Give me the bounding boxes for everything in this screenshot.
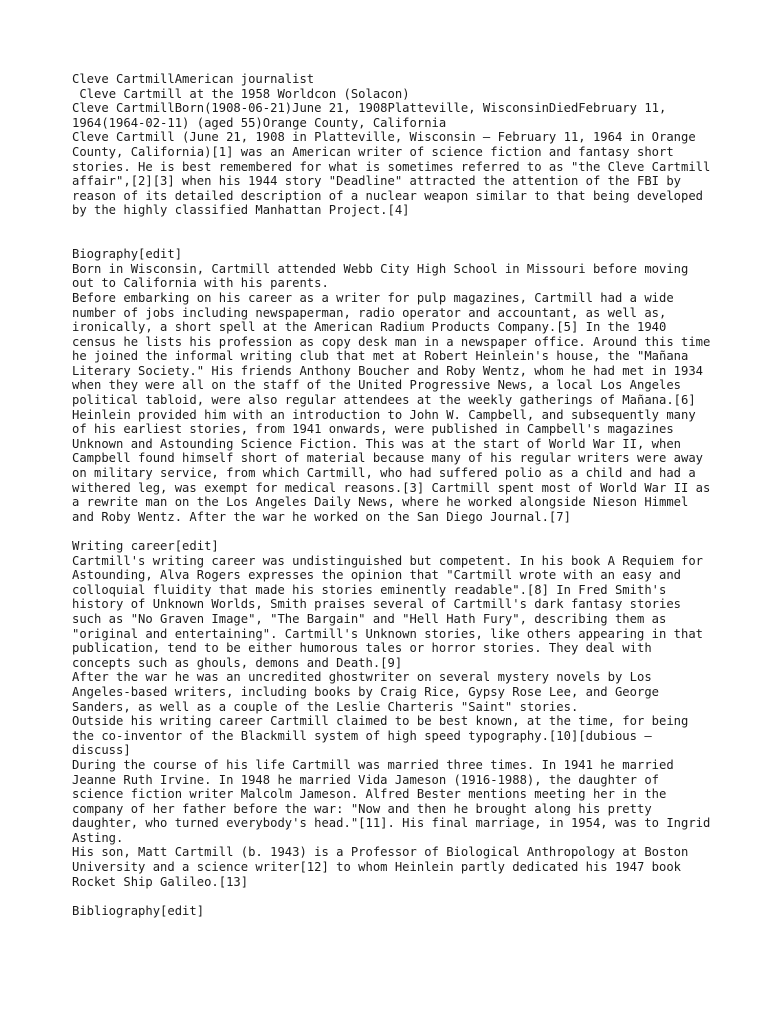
section-spacer	[72, 218, 712, 247]
writing-career-paragraph: Cartmill's writing career was undistinguished but competent. In his book A Requiem for Astounding, Alva Rogers expresses the opinion that "Cartmill wrote with an easy and colloquial fluidity that made his stories eminently readable".[8] In Fred Smith's history of Unknown Worlds, Smith praises several of Cartmill's dark fantasy stories such as "No Graven Image", "The Bargain" and "Hell Hath Fury", describing them as "original and entertaining". Cartmill's Unknown stories, like others appearing in that publication, tend to be either humorous tales or horror stories. They deal with concepts such as ghouls, demons and Death.[9]	[72, 553, 711, 670]
section-heading-biography: Biography[edit]	[72, 247, 183, 262]
writing-career-paragraph: Outside his writing career Cartmill claimed to be best known, at the time, for being the co-inventor of the Blackmill system of high speed typography.[10][dubious – discuss]	[72, 714, 696, 758]
section-spacer	[72, 524, 712, 539]
document-page	[72, 72, 718, 918]
writing-career-paragraph: His son, Matt Cartmill (b. 1943) is a Professor of Biological Anthropology at Boston University and a science writer[12] to whom Heinlein partly dedicated his 1947 book Rocket Ship Galileo.[13]	[72, 845, 696, 889]
writing-career-paragraph: During the course of his life Cartmill was married three times. In 1941 he married Jeanne Ruth Irvine. In 1948 he married Vida Jameson (1916-1988), the daughter of science fiction writer Malcolm Jameson. Alfred Bester mentions meeting her in the company of her father before the war: "Now and then he brought along his pretty daughter, who turned everybody's head."[11]. His final marriage, in 1954, was to Ingrid Asting.	[72, 757, 718, 845]
infobox-text: Cleve CartmillBorn(1908-06-21)June 21, 1908Platteville, WisconsinDiedFebruary 11, 1964(1964-02-11) (aged 55)Orange County, California	[72, 101, 674, 130]
section-heading-bibliography: Bibliography[edit]	[72, 903, 205, 918]
writing-career-paragraph: After the war he was an uncredited ghostwriter on several mystery novels by Los Angeles-based writers, including books by Craig Rice, Gypsy Rose Lee, and George Sanders, as well as a couple of the Leslie Charteris "Saint" stories.	[72, 670, 667, 714]
section-heading-writing-career: Writing career[edit]	[72, 539, 219, 553]
article-title: Cleve CartmillAmerican journalist	[72, 72, 315, 86]
section-spacer	[72, 889, 712, 904]
biography-paragraph: Before embarking on his career as a writer for pulp magazines, Cartmill had a wide number of jobs including newspaperman, radio operator and accountant, as well as, ironically, a short spell at the American Radium Products Company.[5] In the 1940 census he lists his profession as copy desk man in a newspaper office. Around this time he joined the informal writing club that met at Robert Heinlein's house, the "Mañana Literary Society." His friends Anthony Boucher and Roby Wentz, whom he had met in 1934 when they were all on the staff of the United Progressive News, a local Los Angeles political tabloid, were also regular attendees at the weekly gatherings of Mañana.[6] Heinlein provided him with an introduction to John W. Campbell, and subsequently many of his earliest stories, from 1941 onwards, were published in Campbell's magazines Unknown and Astounding Science Fiction. This was at the start of World War II, when Campbell found himself short of material because many of his regular writers were away on military service, from which Cartmill, who had suffered polio as a child and had a withered leg, was exempt for medical reasons.[3] Cartmill spent most of World War II as a rewrite man on the Los Angeles Daily News, where he worked alongside Nieson Himmel and Roby Wentz. After the war he worked on the San Diego Journal.[7]	[72, 290, 718, 524]
lead-paragraph: Cleve Cartmill (June 21, 1908 in Platteville, Wisconsin – February 11, 1964 in Orange County, California)[1] was an American writer of science fiction and fantasy short stories. He is best remembered for what is sometimes referred to as "the Cleve Cartmill affair",[2][3] when his 1944 story "Deadline" attracted the attention of the FBI by reason of its detailed description of a nuclear weapon similar to that being developed by the highly classified Manhattan Project.[4]	[72, 130, 718, 218]
photo-caption: Cleve Cartmill at the 1958 Worldcon (Solacon)	[72, 86, 410, 101]
biography-paragraph: Born in Wisconsin, Cartmill attended Webb City High School in Missouri before moving out to California with his parents.	[72, 261, 696, 291]
